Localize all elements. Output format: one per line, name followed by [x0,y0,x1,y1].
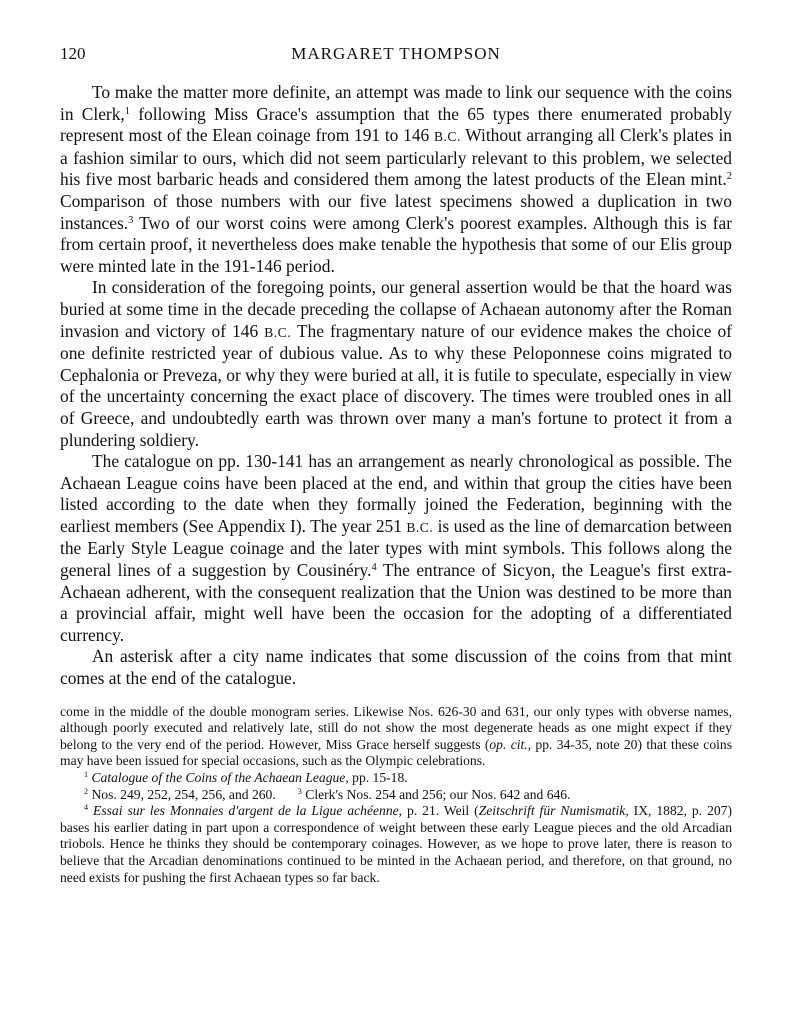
page [60,44,732,886]
paragraph-4: An asterisk after a city name indicates that some discussion of the coins from that mint comes at the end of the catalogue. [60,646,732,689]
paragraph-2: In consideration of the foregoing points, our general assertion would be that the hoard was buried at some time in the decade preceding the collapse of Achaean autonomy after the Roman invasion and victory of 146 B.C. The fragmentary nature of our evidence makes the choice of one definite restricted year of dubious value. As to why these Peloponnese coins migrated to Cephalonia or Preveza, or why they were buried at all, it is futile to speculate, especially in view of the uncertainty concerning the exact place of discovery. The times were troubled ones in all of Greece, and undoubtedly earth was thrown over many a man's fortune to protect it from a plundering soldiery. [60,277,732,450]
paragraph-3: The catalogue on pp. 130-141 has an arrangement as nearly chronological as possible. The Achaean League coins have been placed at the end, and within that group the cities have been listed according to the date when they formally joined the Federation, beginning with the earliest members (See Appendix I). The year 251 B.C. is used as the line of demarcation between the Early Style League coinage and the later types with mint symbols. This follows along the general lines of a suggestion by Cousinéry.$^4$ The entrance of Sicyon, the League's first extra-Achaean adherent, with the consequent realization that the Union was destined to be more than a provincial affair, might well have been the occasion for the adopting of a differentiated currency. [60,451,732,645]
footnote-4: $^4$ Essai sur les Monnaies d'argent de la Ligue achéenne, p. 21. Weil (Zeitschrift für Numismatik, IX, 1882, p. 207) bases his earlier dating in part upon a correspondence of weight between these early League pieces and the old Arcadian triobols. Hence he thinks they should be contemporary coinages. However, as we hope to prove later, there is reason to believe that the Arcadian denominations continued to be minted in the Achaean period, and therefore, on that ground, no need exists for pushing the first Achaean types so far back. [60,803,733,885]
main-text [60,82,732,690]
footnote-1: $^1$ Catalogue of the Coins of the Achaean League, pp. 15-18. [84,770,408,785]
footnote-3: $^3$ Clerk's Nos. 254 and 256; our Nos. 642 and 646. [297,786,571,802]
paragraph-1: To make the matter more definite, an attempt was made to link our sequence with the coins in Clerk,$^1$ following Miss Grace's assumption that the 65 types there enumerated probably represent most of the Elean coinage from 191 to 146 B.C. Without arranging all Clerk's plates in a fashion similar to ours, which did not seem particularly relevant to this problem, we selected his five most barbaric heads and considered them among the latest products of the Elean mint.$^2$ Comparison of those numbers with our five latest specimens showed a duplication in two instances.$^3$ Two of our worst coins were among Clerk's poorest examples. Although this is far from certain proof, it nevertheless does make tenable the hypothesis that some of our Elis group were minted late in the 191-146 period. [60,82,733,276]
page-header [60,44,732,68]
footnotes-2-3 [60,787,732,804]
footnote-2: $^2$ Nos. 249, 252, 254, 256, and 260. [84,786,276,802]
footnote-continuation: come in the middle of the double monogram series. Likewise Nos. 626-30 and 631, our only types with obverse names, although poorly executed and relatively late, still do not show the most degenerate heads as one might expect if they belong to the very end of the period. However, Miss Grace herself suggests (op. cit., pp. 34-35, note 20) that these coins may have been issued for special occasions, such as the Olympic celebrations. [60,703,732,769]
footnote-ref-2[interactable]: 2 [726,171,732,183]
footnote-ref-1[interactable]: 1 [124,105,130,117]
running-head: MARGARET THOMPSON [291,44,501,63]
footnote-ref-3[interactable]: 3 [128,214,134,226]
footnote-ref-4[interactable]: 4 [371,561,377,573]
page-number: 120 [60,44,86,63]
footnotes [60,704,732,887]
